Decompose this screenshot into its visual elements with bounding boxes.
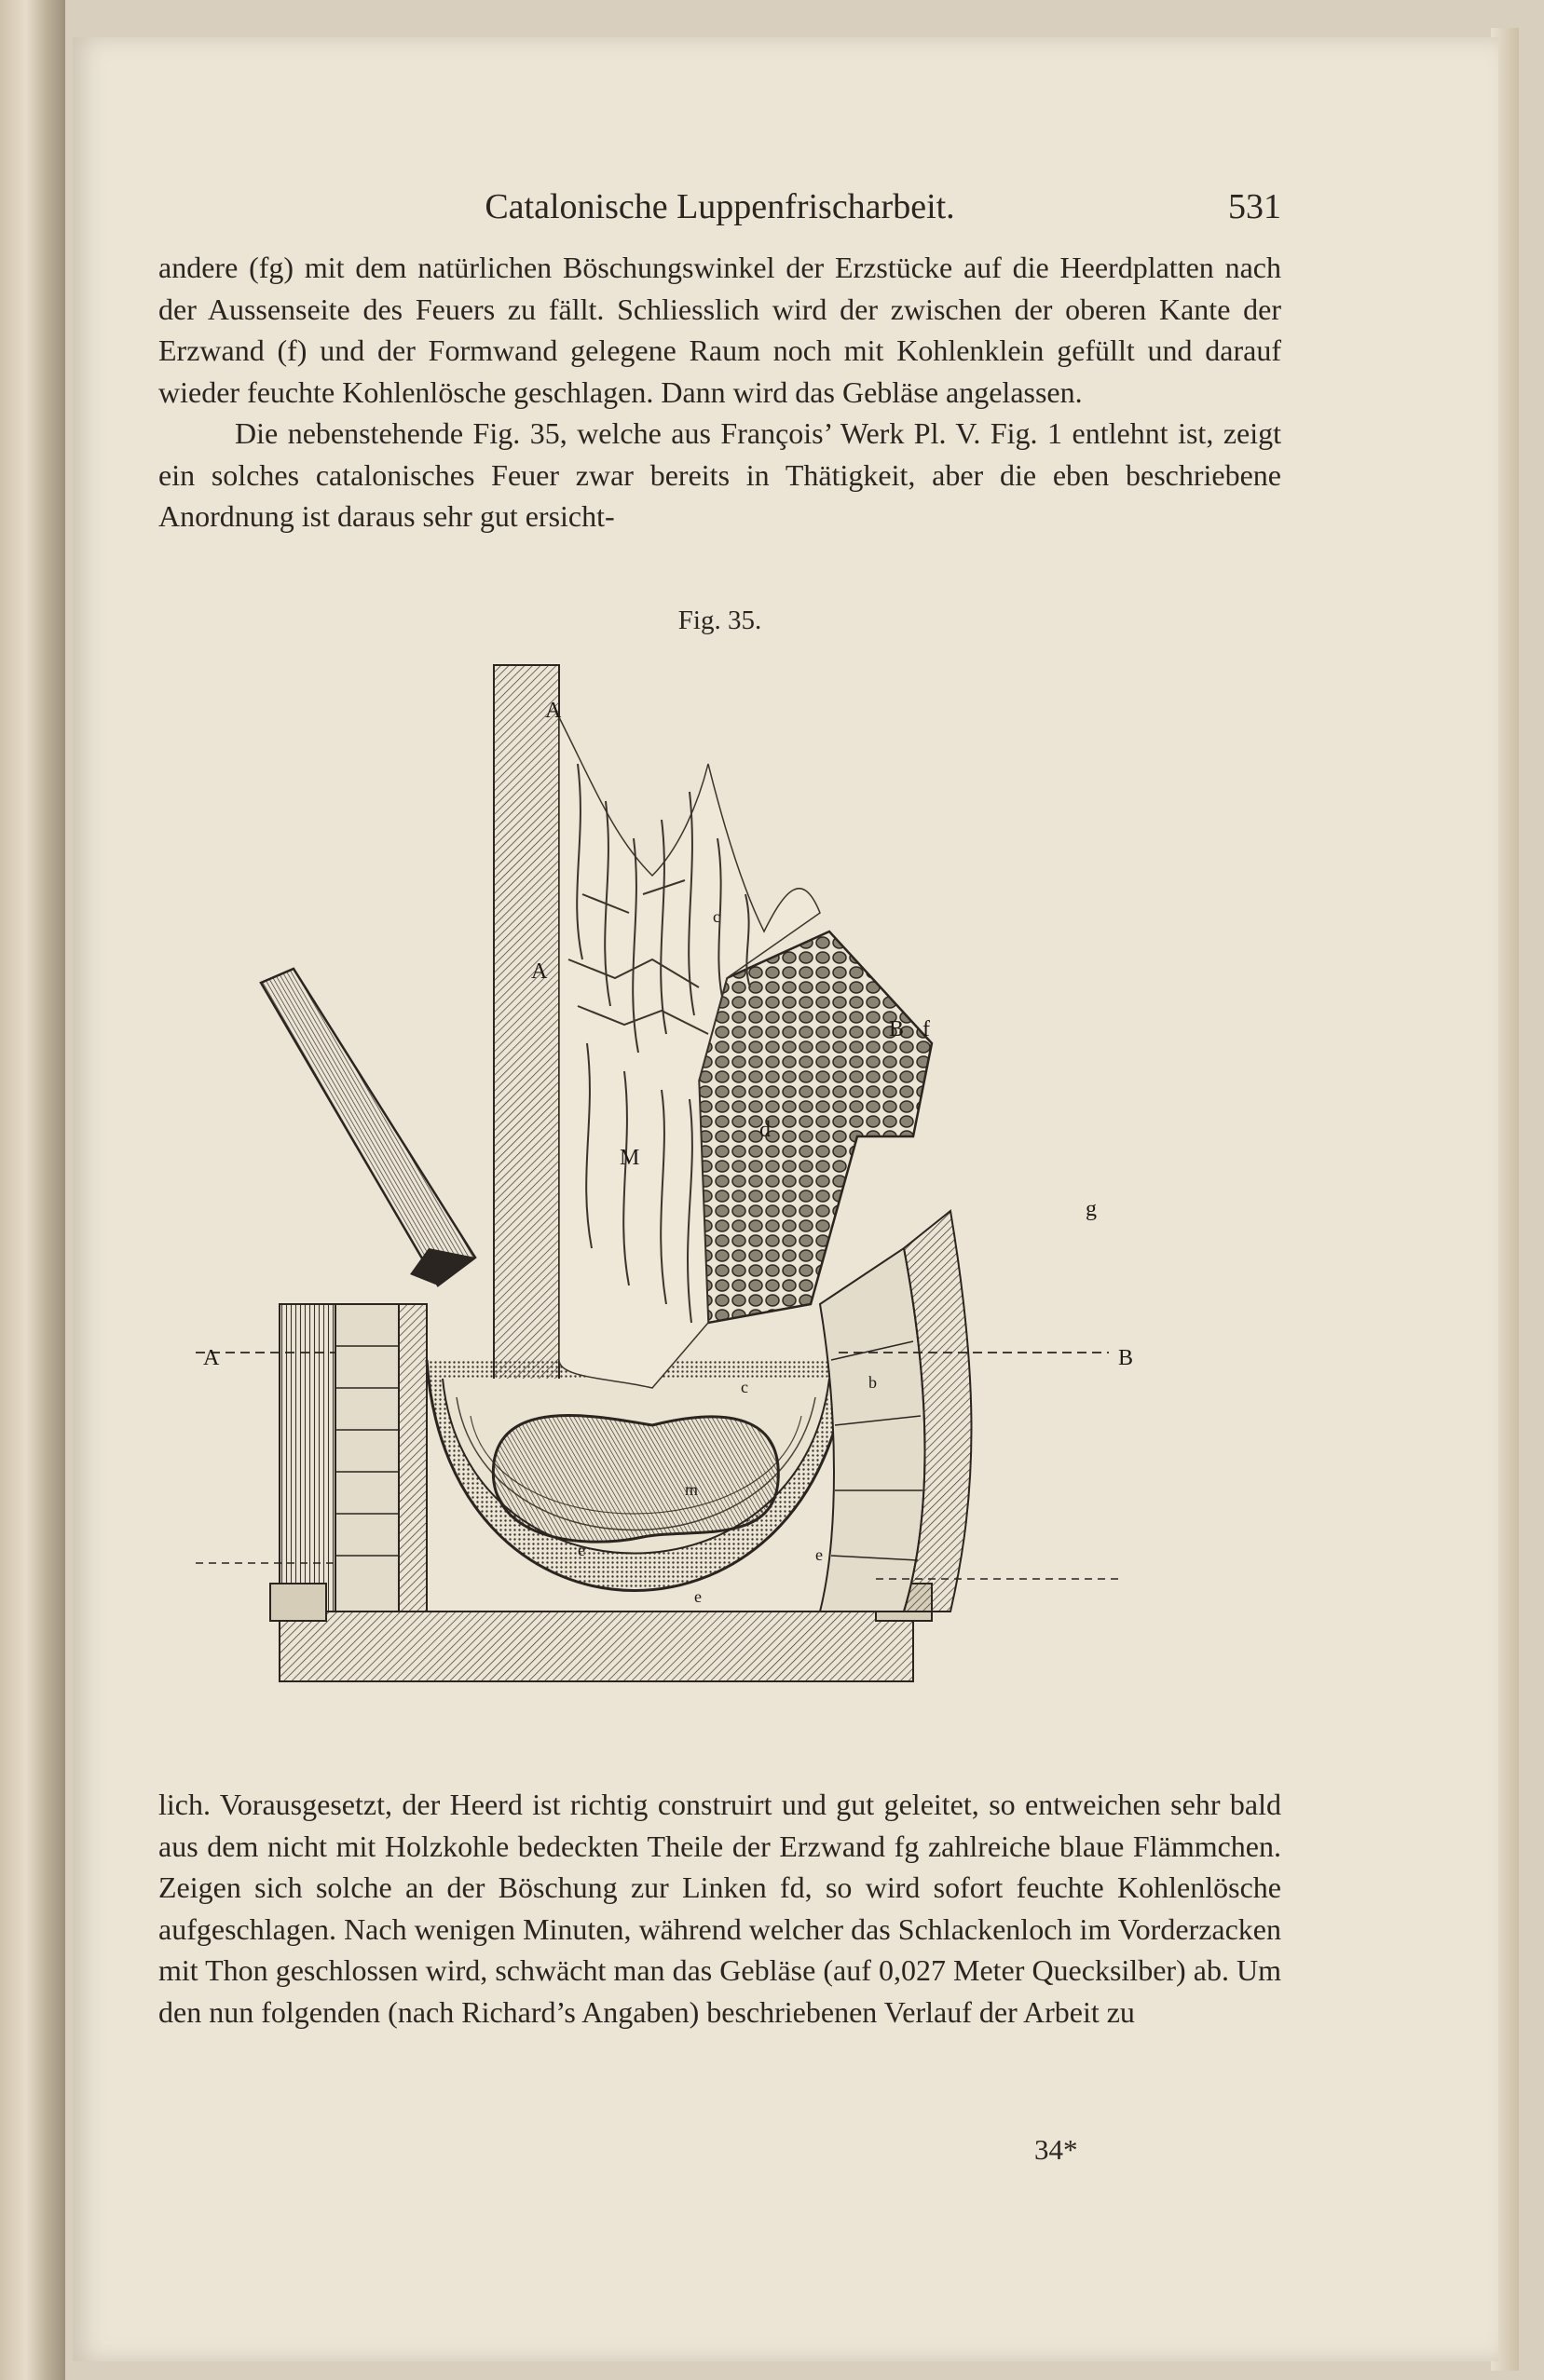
page-number: 531 (1228, 187, 1281, 226)
running-title: Catalonische Luppenfrischarbeit. (485, 187, 955, 226)
label-e-right: e (815, 1545, 823, 1564)
label-c-flame: c (741, 1378, 748, 1396)
left-hatched-column (280, 1304, 335, 1612)
label-m: m (685, 1480, 699, 1499)
tuyere (261, 969, 475, 1285)
paragraph-2: Die nebenstehende Fig. 35, welche aus François’ Werk Pl. V. Fig. 1 entlehnt ist, zeigt ein solches catalonisches Feuer zwar bereits in Thätigkeit, aber die eben beschriebene Anordnung ist daraus sehr gut ersicht- (158, 416, 1281, 533)
body-text-bottom (158, 1784, 1281, 2033)
page-header (158, 186, 1281, 233)
right-brick-wall (820, 1248, 925, 1612)
left-brick-pillar (335, 1304, 399, 1612)
label-A-mid: A (531, 959, 548, 984)
figure-caption: Fig. 35. (677, 605, 762, 635)
signature-mark: 34* (1034, 2133, 1078, 2166)
book-spine (0, 0, 65, 2380)
label-e-bottom: e (694, 1587, 702, 1606)
body-text-top (158, 247, 1281, 537)
label-c-top: c (713, 907, 720, 926)
label-A-top: A (545, 699, 562, 723)
label-b: b (868, 1373, 877, 1392)
iron-bloom (493, 1416, 778, 1543)
paragraph-3: lich. Vorausgesetzt, der Heerd ist richtig construirt und gut geleitet, so entweichen sehr bald aus dem nicht mit Holzkohle bedeckten Theile der Erzwand fg zahlreiche blaue Flämmchen. Zeigen sich solche an der Böschung zur Linken fd, so wird sofort feuchte Kohlenlösche aufgeschlagen. Nach wenigen Minuten, während welcher das Schlackenloch im Vorderzacken mit Thon geschlossen wird, schwächt man das Gebläse (auf 0,027 Meter Quecksilber) ab. Um den nun folgenden (nach Richard’s Angaben) beschriebenen Verlauf der Arbeit zu (158, 1788, 1281, 2029)
label-g: g (1086, 1197, 1097, 1221)
label-B-right: B (1118, 1346, 1134, 1370)
hearth-base (280, 1612, 913, 1681)
label-A-left: A (203, 1346, 220, 1370)
label-e-left: e (578, 1541, 585, 1559)
forge-illustration (203, 652, 1174, 1700)
label-f: f (922, 1017, 930, 1041)
label-B-top: B (889, 1017, 905, 1041)
back-wall (494, 665, 559, 1382)
paragraph-1: andere (fg) mit dem natürlichen Böschungswinkel der Erzstücke auf die Heerdplatten nach der Aussenseite des Feuers zu fällt. Schliesslich wird der zwischen der oberen Kante der Erzwand (f) und der Formwand gelegene Raum noch mit Kohlenklein gefüllt und darauf wieder feuchte Kohlenlösche geschlagen. Dann wird das Gebläse angelassen. (158, 251, 1281, 409)
label-d: d (759, 1118, 771, 1142)
figure-35-catalan-forge (203, 652, 1174, 1700)
label-M: M (620, 1146, 640, 1170)
